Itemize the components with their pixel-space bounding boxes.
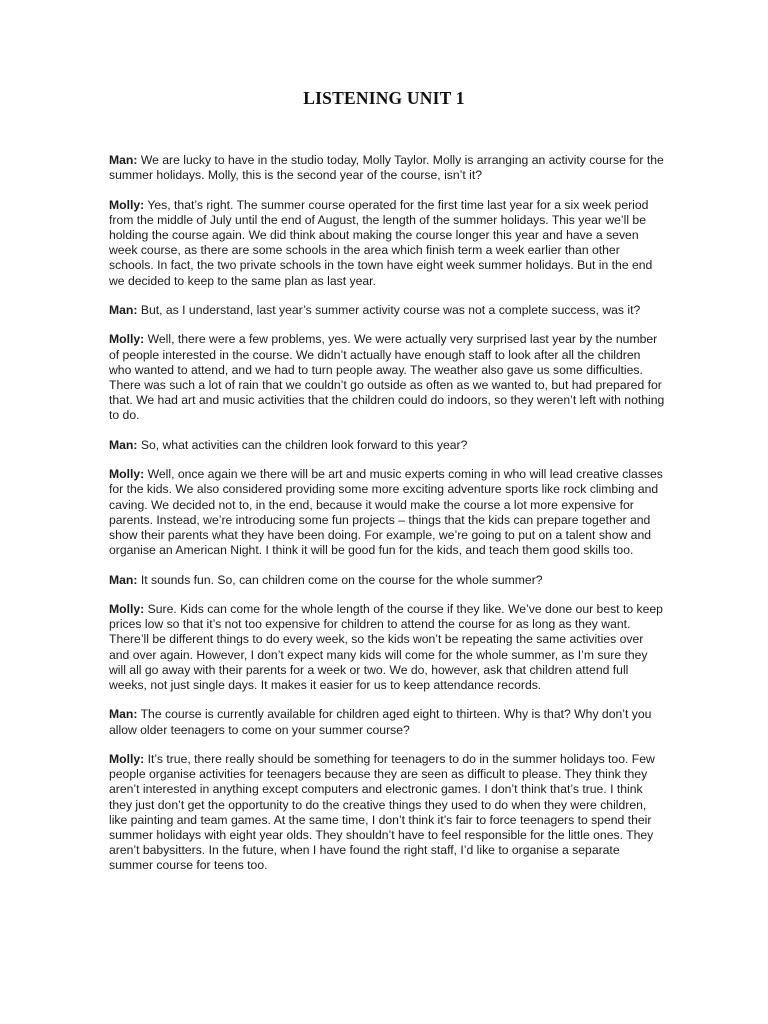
dialogue-paragraph — [109, 153, 665, 183]
speaker-label: Man: — [109, 437, 138, 452]
speaker-label: Man: — [109, 707, 138, 722]
dialogue-paragraph — [109, 332, 665, 423]
speaker-label: Man: — [109, 572, 138, 587]
speaker-label: Man: — [109, 303, 138, 317]
dialogue-paragraph — [109, 602, 665, 693]
dialogue-text: Yes, that’s right. The summer course operated for the first time last year for a six week period from the middle of July until the end of August, the length of the summer holidays. This year we’ll be holding the course again. We did think about making the course longer this year and have a seven week course, as there are some schools in the area which finish term a week earlier than other schools. In fact, the two private schools in the town have eight week summer holidays. But in the end we decided to keep to the same plan as last year. — [109, 197, 653, 288]
dialogue-text: It’s true, there really should be something for teenagers to do in the summer holidays too. Few people organise activities for teenagers because they are seen as difficult to please. They think they aren’t interested in anything except computers and electronic games. I don’t think that’s true. I think they just don’t get the opportunity to do the creative things they used to do when they were children, like painting and team games. At the same time, I don’t think it’s fair to force teenagers to spend their summer holidays with eight year olds. They shouldn’t have to feel responsible for the little ones. They aren’t babysitters. In the future, when I have found the right staff, I’d like to organise a separate summer course for teens too. — [109, 751, 655, 873]
dialogue-paragraph — [109, 573, 665, 588]
dialogue-text: It sounds fun. So, can children come on the course for the whole summer? — [140, 572, 543, 587]
document-title: LISTENING UNIT 1 — [303, 88, 465, 108]
speaker-label: Molly: — [109, 751, 145, 766]
dialogue-text: Sure. Kids can come for the whole length of the course if they like. We’ve done our best to keep prices low so that it’s not too expensive for children to attend the course for as long as they want. There’ll be different things to do every week, so the kids won’t be repeating the same activities over and over again. However, I don’t expect many kids will come for the whole summer, as I’m sure they will all go away with their parents for a week or two. We do, however, ask that children attend full weeks, not just single days. It makes it easier for us to keep attendance records. — [109, 601, 663, 692]
dialogue-paragraph — [109, 707, 665, 737]
dialogue-paragraph — [109, 752, 665, 874]
dialogue-text: The course is currently available for children aged eight to thirteen. Why is that? Why don’t you allow older teenagers to come on your summer course? — [109, 707, 652, 737]
dialogue-paragraph — [109, 198, 665, 289]
dialogue-text: Well, there were a few problems, yes. We were actually very surprised last year by the number of people interested in the course. We didn’t actually have enough staff to look after all the children who wanted to attend, and we had to turn people away. The weather also gave us some difficulties. There was such a lot of rain that we couldn’t go outside as often as we wanted to, but had prepared for that. We had art and music activities that the children could do indoors, so they weren’t left with nothing to do. — [109, 332, 665, 423]
dialogue-paragraph — [109, 303, 665, 318]
dialogue-paragraph — [109, 467, 665, 558]
transcript-body — [109, 153, 665, 888]
speaker-label: Molly: — [109, 332, 145, 347]
dialogue-text: But, as I understand, last year’s summer activity course was not a complete success, was it? — [140, 303, 641, 317]
speaker-label: Molly: — [109, 601, 145, 616]
dialogue-paragraph — [109, 438, 665, 453]
dialogue-text: So, what activities can the children look forward to this year? — [140, 437, 468, 452]
dialogue-text: We are lucky to have in the studio today, Molly Taylor. Molly is arranging an activity course for the summer holidays. Molly, this is the second year of the course, isn’t it? — [109, 153, 664, 183]
speaker-label: Molly: — [109, 467, 145, 482]
dialogue-text: Well, once again we there will be art and music experts coming in who will lead creative classes for the kids. We also considered providing some more exciting adventure sports like rock climbing and caving. We decided not to, in the end, because it would make the course a lot more expensive for parents. Instead, we’re introducing some fun projects – things that the kids can prepare together and show their parents what they have been doing. For example, we’re going to put on a talent show and organise an American Night. I think it will be good fun for the kids, and teach them good skills too. — [109, 467, 663, 558]
speaker-label: Man: — [109, 153, 138, 167]
speaker-label: Molly: — [109, 197, 145, 212]
